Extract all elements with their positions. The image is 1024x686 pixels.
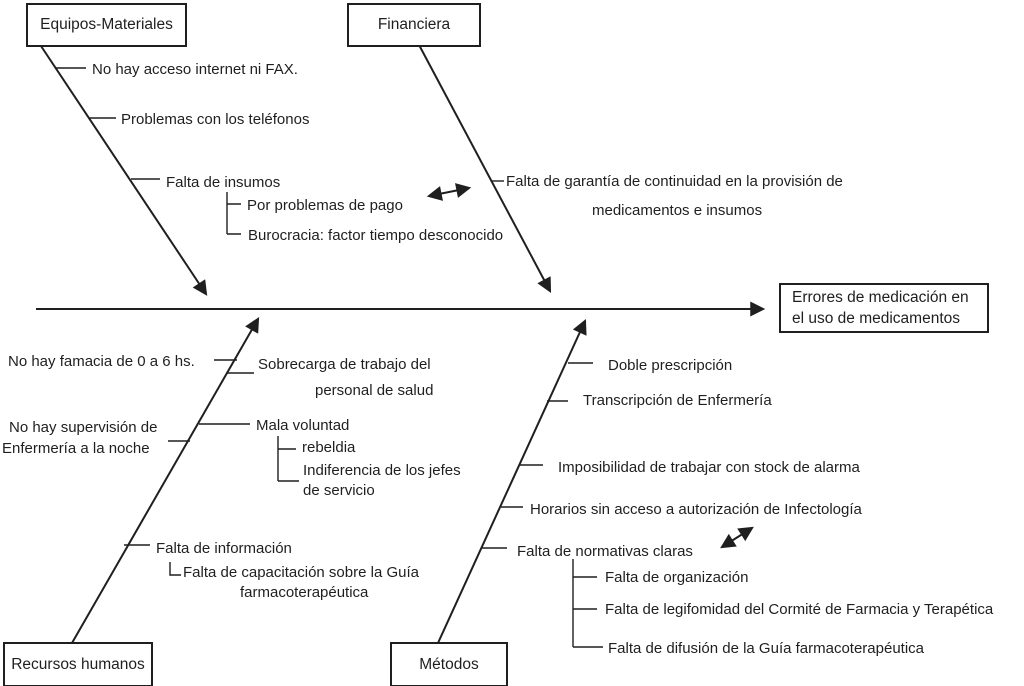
cause-label-sobrecarga-line1: Sobrecarga de trabajo del	[258, 356, 431, 373]
sub-cause-label-rebeldia: rebeldia	[302, 439, 356, 456]
cause-label-garantia-line2: medicamentos e insumos	[592, 202, 763, 219]
cause-label-supervision-line1: No hay supervisión de	[9, 419, 158, 436]
cause-label-sobrecarga-line2: personal de salud	[315, 382, 434, 399]
sub-cause-label-capacitacion-line1: Falta de capacitación sobre la Guía	[183, 564, 419, 581]
cause-label-falta-insumos: Falta de insumos	[166, 174, 281, 191]
cause-label-mala-voluntad: Mala voluntad	[256, 417, 350, 434]
cause-label-transcripcion: Transcripción de Enfermería	[583, 392, 772, 409]
branch-line-equipos-materiales	[39, 43, 206, 294]
double-arrow-normativas-horarios	[722, 528, 752, 547]
effect-line-2: el uso de medicamentos	[792, 310, 961, 327]
category-box-metodos: Métodos	[390, 642, 508, 686]
sub-cause-label-burocracia: Burocracia: factor tiempo desconocido	[248, 227, 504, 244]
cause-label-no-farmacia: No hay famacia de 0 a 6 hs.	[8, 353, 195, 370]
sub-cause-label-indiferencia-line1: Indiferencia de los jefes	[303, 462, 461, 479]
cause-label-stock-alarma: Imposibilidad de trabajar con stock de alarma	[558, 459, 860, 476]
cause-label-horarios-infectologia: Horarios sin acceso a autorización de Infectología	[530, 501, 862, 518]
category-box-recursos-humanos: Recursos humanos	[3, 642, 153, 686]
effect-line-1: Errores de medicación en	[792, 289, 969, 306]
sub-cause-elbow-capacitacion	[170, 562, 181, 575]
category-box-equipos-materiales: Equipos-Materiales	[26, 3, 187, 47]
cause-ticks-metodos	[482, 363, 593, 548]
cause-label-no-internet-fax: No hay acceso internet ni FAX.	[92, 61, 298, 78]
sub-cause-label-difusion-guia: Falta de difusión de la Guía farmacoterapéutica	[608, 640, 925, 657]
sub-cause-bracket-insumos	[227, 192, 241, 234]
cause-label-supervision-line2: Enfermería a la noche	[2, 440, 150, 457]
double-arrow-pago-garantia	[429, 188, 469, 196]
cause-label-garantia-line1: Falta de garantía de continuidad en la provisión de	[506, 173, 843, 190]
branch-line-financiera	[418, 43, 550, 291]
sub-cause-label-legifomidad: Falta de legifomidad del Cormité de Farmacia y Terapética	[605, 601, 994, 618]
cause-label-falta-informacion: Falta de información	[156, 540, 292, 557]
branch-line-metodos	[438, 321, 585, 643]
sub-cause-label-problemas-pago: Por problemas de pago	[247, 197, 403, 214]
sub-cause-label-indiferencia-line2: de servicio	[303, 482, 375, 499]
category-box-financiera: Financiera	[347, 3, 481, 47]
cause-label-doble-prescripcion: Doble prescripción	[608, 357, 733, 374]
sub-cause-label-capacitacion-line2: farmacoterapéutica	[240, 584, 369, 601]
sub-cause-bracket-normativas	[573, 559, 603, 647]
effect-box	[779, 283, 989, 333]
sub-cause-bracket-mala-voluntad	[278, 436, 299, 481]
cause-label-normativas-claras: Falta de normativas claras	[517, 543, 693, 560]
cause-label-telefonos: Problemas con los teléfonos	[121, 111, 310, 128]
sub-cause-label-falta-organizacion: Falta de organización	[605, 569, 749, 586]
